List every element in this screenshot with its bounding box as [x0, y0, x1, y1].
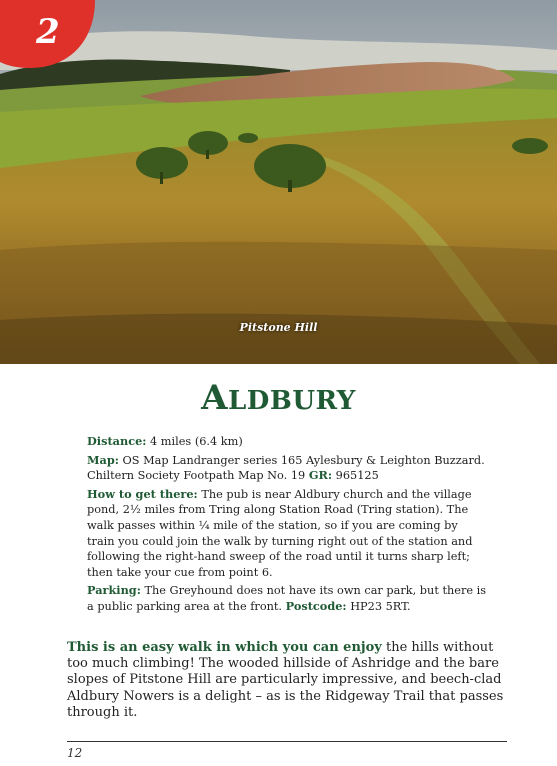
map-label: Map:	[87, 452, 119, 467]
parking-value: The Greyhound does not have its own car park, but there is a public parking area at the front.	[87, 584, 487, 613]
how-label: How to get there:	[87, 486, 198, 501]
footer-rule	[67, 741, 507, 742]
page-number: 12	[67, 746, 83, 760]
postcode-value: HP23 5RT.	[350, 599, 411, 613]
distance-value: 4 miles (6.4 km)	[150, 435, 243, 448]
walk-number-badge	[0, 0, 95, 68]
parking-label: Parking:	[87, 583, 141, 598]
parking-line	[87, 583, 488, 614]
how-to-get-there-line	[87, 487, 488, 581]
distance-label: Distance:	[87, 434, 147, 448]
page-title	[0, 378, 557, 418]
postcode-label: Postcode:	[285, 598, 347, 613]
gr-label: GR:	[308, 468, 333, 483]
map-value: OS Map Landranger series 165 Aylesbury & Leighton Buzzard. Chiltern Society Footpath Map No. 19	[87, 453, 485, 483]
how-value: The pub is near Aldbury church and the village pond, 2½ miles from Tring along Station Road (Tring station). The walk passes within ¼ mile of the station, so if you are coming by train you could join the walk by turning right out of the station and following the right-hand sweep of the road until it turns sharp left; then take your cue from point 6.	[87, 487, 473, 579]
intro-body: the hills without too much climbing! The wooded hillside of Ashridge and the bare slopes of Pitstone Hill are particularly impressive, and beech-clad Aldbury Nowers is a delight – as is the Ridgeway Trail that passes through it.	[67, 640, 504, 720]
walk-number: 2	[36, 12, 60, 52]
distance-line	[87, 434, 488, 450]
intro-paragraph	[67, 640, 507, 721]
photo-caption: Pitstone Hill	[239, 321, 318, 334]
title-rest: LDBURY	[228, 386, 356, 416]
gr-value: 965125	[335, 469, 379, 483]
intro-lead: This is an easy walk in which you can enjoy	[67, 640, 382, 655]
map-line	[87, 453, 488, 484]
title-initial: A	[201, 378, 229, 418]
walk-info	[87, 434, 488, 618]
